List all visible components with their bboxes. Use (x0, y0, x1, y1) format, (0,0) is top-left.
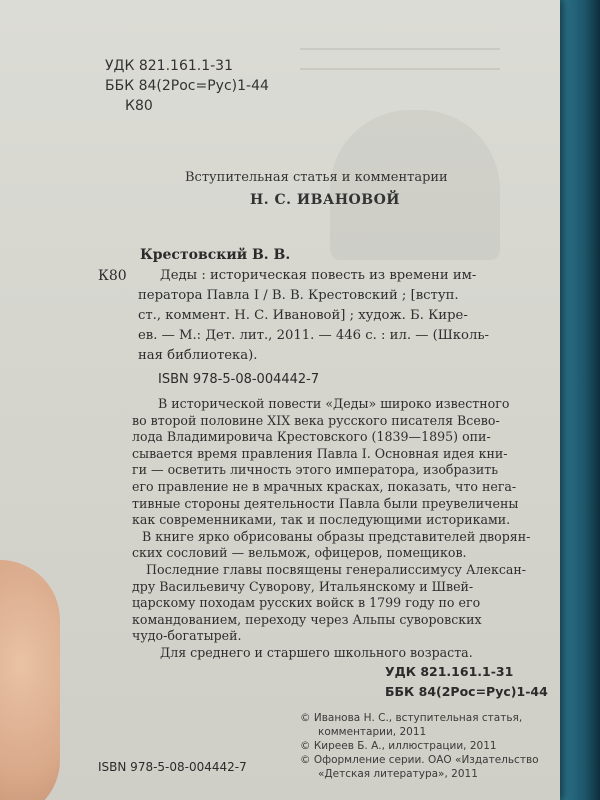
biblio-line: ператора Павла I / В. В. Крестовский ; [вступ. (138, 288, 459, 303)
annotation-line: ги — осветить личность этого императора, изобразить (132, 462, 499, 478)
annotation-line: ских сословий — вельмож, офицеров, помещиков. (132, 545, 467, 561)
annotation-line: сывается время правления Павла I. Основная идея кни- (132, 445, 508, 461)
finger (0, 560, 60, 800)
annotation-line: лода Владимировича Крестовского (1839—1895) опи- (132, 429, 491, 445)
biblio-line: ев. — М.: Дет. лит., 2011. — 446 с. : ил. — (Школь- (138, 328, 489, 343)
bottom-isbn: ISBN 978-5-08-004442-7 (98, 760, 247, 774)
annotation-line: тивные стороны деятельности Павла были преувеличены (132, 495, 519, 511)
intro-author: Н. С. ИВАНОВОЙ (250, 192, 401, 208)
intro-line: Вступительная статья и комментарии (185, 170, 448, 185)
annotation-line: Последние главы посвящены генералиссимусу Алексан- (146, 562, 527, 577)
annotation-line: В книге ярко обрисованы образы представителей дворян- (142, 528, 531, 544)
udk-bottom: УДК 821.161.1-31 (385, 664, 514, 679)
biblio-isbn: ISBN 978-5-08-004442-7 (158, 372, 320, 387)
udk-top: УДК 821.161.1-31 (105, 58, 233, 74)
show-through-ornament (300, 48, 500, 70)
author-heading: Крестовский В. В. (140, 247, 291, 263)
annotation-line: как современниками, так и последующими историками. (132, 512, 511, 528)
annotation-line: во второй половине XIX века русского писателя Всево- (132, 412, 500, 428)
copyright-line: комментарии, 2011 (318, 726, 427, 738)
show-through-portrait (330, 110, 500, 260)
annotation-line: царскому походам русских войск в 1799 году по его (132, 595, 481, 611)
annotation-line: дру Васильевичу Суворову, Итальянскому и Швей- (132, 578, 474, 594)
author-code: К80 (98, 268, 127, 284)
copyright-line: «Детская литература», 2011 (318, 768, 478, 780)
copyright-line: © Оформление серии. ОАО «Издательство (300, 754, 539, 766)
copyright-line: © Киреев Б. А., иллюстрации, 2011 (300, 740, 497, 752)
biblio-line: ст., коммент. Н. С. Ивановой] ; худож. Б. Кире- (138, 308, 468, 323)
author-code-top: К80 (125, 98, 153, 114)
biblio-line: Деды : историческая повесть из времени им- (160, 268, 477, 283)
bbk-top: ББК 84(2Рос=Рус)1-44 (105, 78, 269, 94)
annotation-line: чудо-богатырей. (132, 628, 242, 644)
bbk-bottom: ББК 84(2Рос=Рус)1-44 (385, 684, 548, 699)
annotation-line: его правление не в мрачных красках, показать, что нега- (132, 479, 517, 494)
copyright-line: © Иванова Н. С., вступительная статья, (300, 712, 523, 724)
annotation-line: Для среднего и старшего школьного возраста. (160, 645, 473, 661)
annotation-line: В исторической повести «Деды» широко известного (158, 396, 510, 411)
biblio-line: ная библиотека). (138, 348, 258, 363)
annotation-line: командованием, переходу через Альпы суворовских (132, 611, 482, 627)
